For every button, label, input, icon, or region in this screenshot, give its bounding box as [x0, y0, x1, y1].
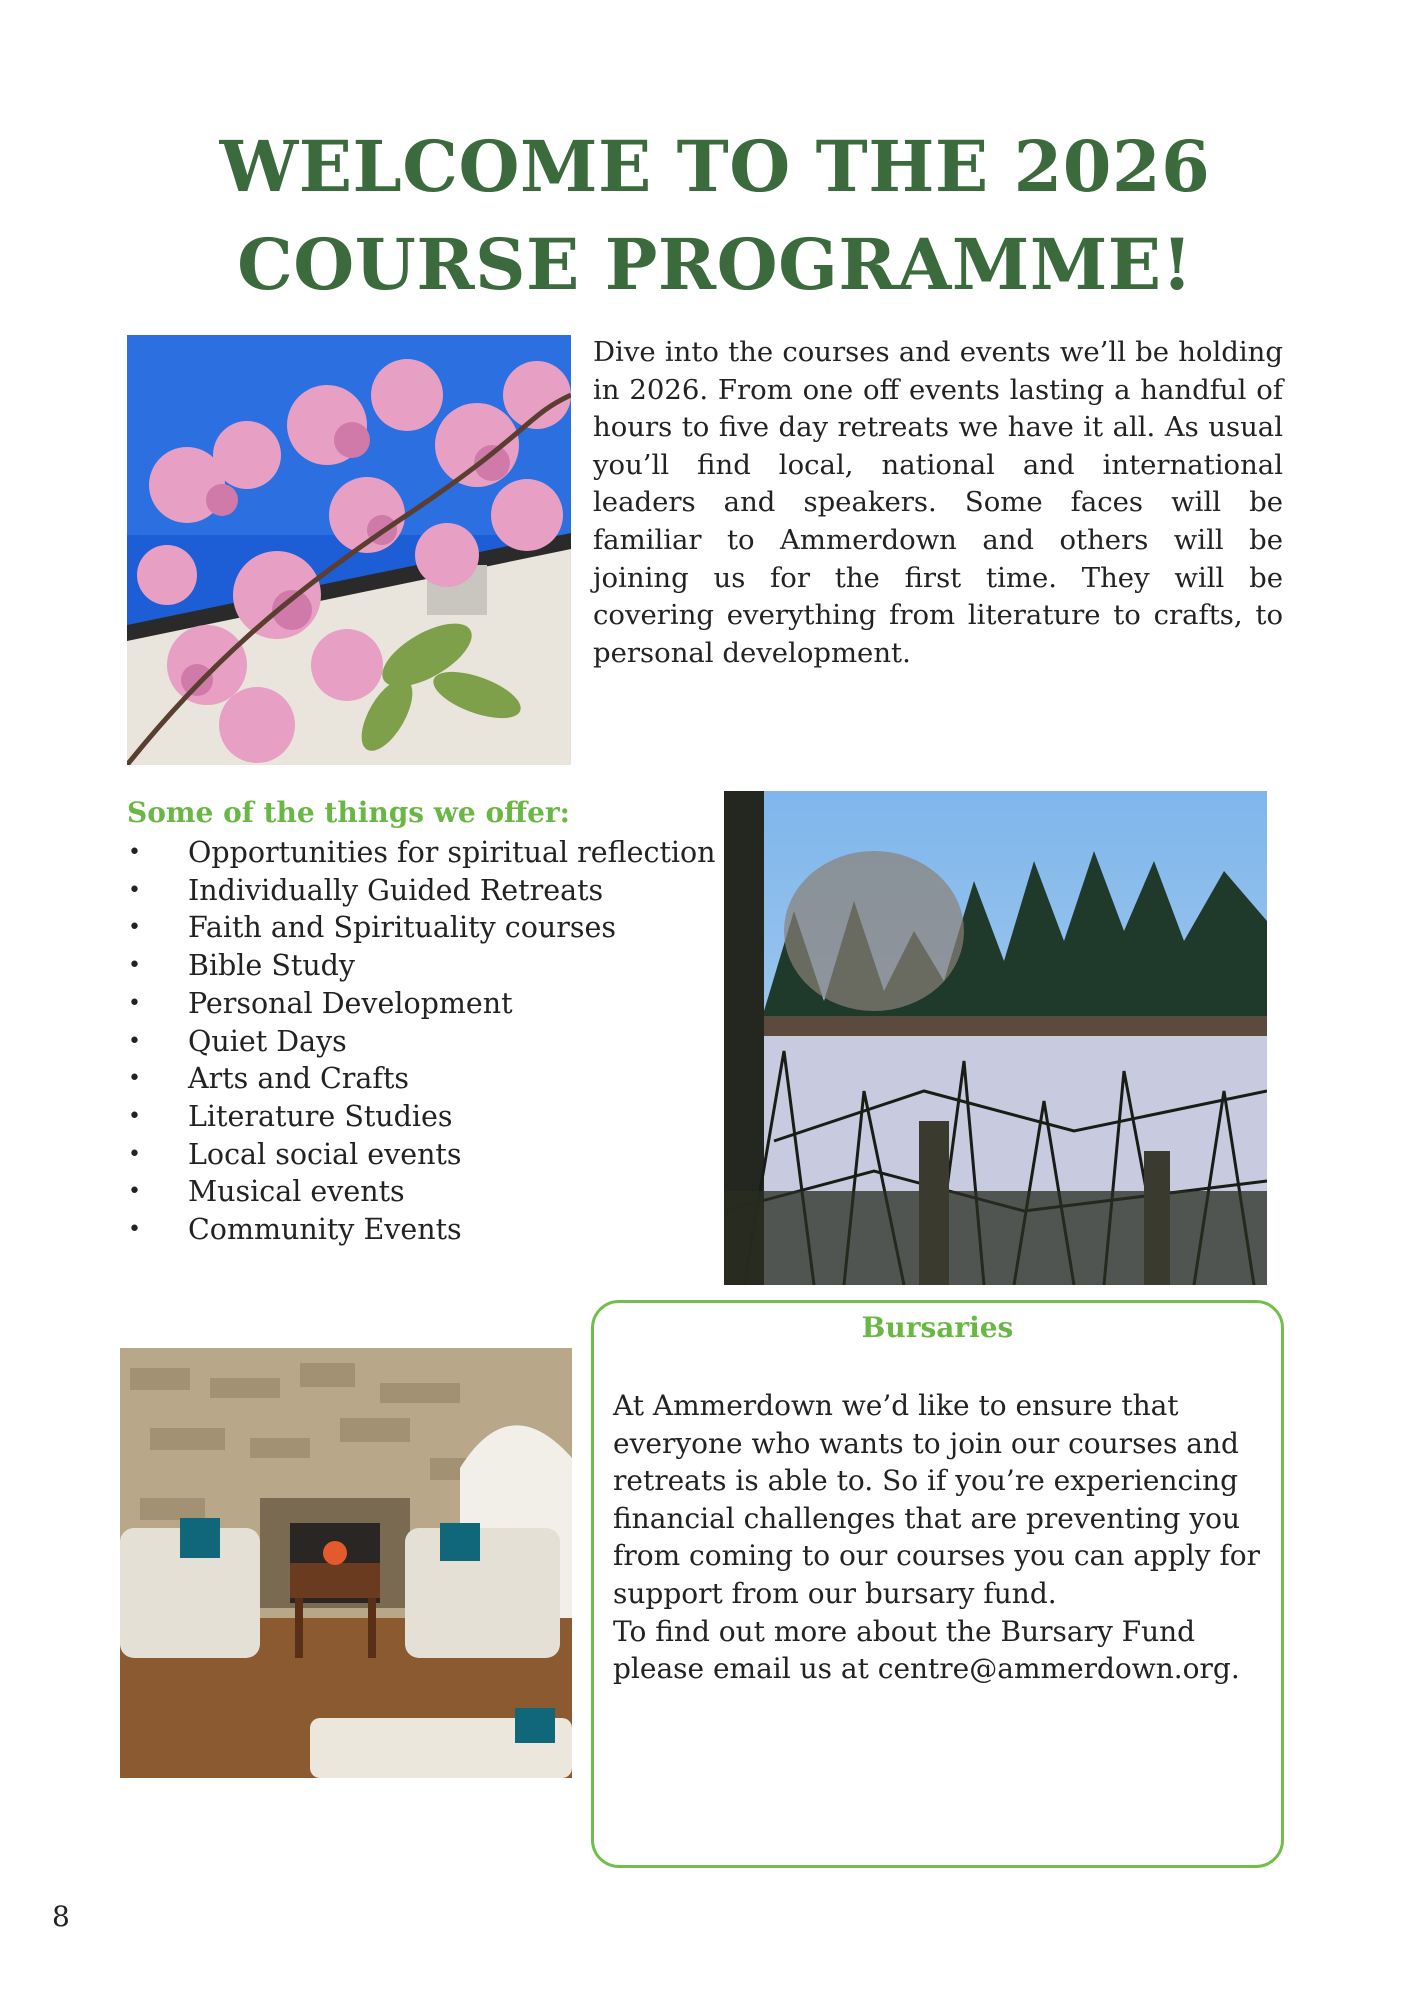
- page-number: 8: [52, 1900, 70, 1933]
- lounge-room-photo: [120, 1348, 572, 1778]
- offers-list: [127, 834, 716, 1249]
- list-item: • Musical events: [127, 1173, 716, 1211]
- list-item: • Individually Guided Retreats: [127, 872, 716, 910]
- cherry-blossom-photo: [127, 335, 571, 765]
- offers-heading: Some of the things we offer:: [127, 796, 571, 829]
- bullet-icon: •: [128, 877, 141, 903]
- bursaries-contact: To find out more about the Bursary Fund please email us at centre@ammerdown.org.: [613, 1614, 1240, 1686]
- list-item: • Bible Study: [127, 947, 716, 985]
- winter-landscape-photo: [724, 791, 1267, 1285]
- bullet-icon: •: [128, 1028, 141, 1054]
- bullet-icon: •: [128, 1103, 141, 1129]
- bullet-icon: •: [128, 1066, 141, 1092]
- list-item: • Literature Studies: [127, 1098, 716, 1136]
- list-item: • Arts and Crafts: [127, 1060, 716, 1098]
- page-title: WELCOME TO THE 2026 COURSE PROGRAMME!: [219, 125, 1211, 306]
- list-item: • Quiet Days: [127, 1023, 716, 1061]
- bullet-icon: •: [128, 990, 141, 1016]
- intro-paragraph: Dive into the courses and events we’ll be holding in 2026. From one off events lasting a handful of hours to five day retreats we have it all. As usual you’ll find local, national and international leaders and speakers. Some faces will be familiar to Ammerdown and others will be joining us for the first time. They will be covering everything from literature to crafts, to personal development.: [593, 336, 1283, 669]
- bullet-icon: •: [128, 840, 141, 865]
- bursaries-body: [613, 1387, 1273, 1688]
- bullet-icon: •: [128, 1141, 141, 1167]
- bullet-icon: •: [128, 1179, 141, 1205]
- bullet-icon: •: [128, 953, 141, 979]
- list-item: • Opportunities for spiritual reflection: [127, 834, 716, 872]
- bullet-icon: •: [128, 1217, 141, 1243]
- list-item: • Local social events: [127, 1136, 716, 1174]
- list-item: • Community Events: [127, 1211, 716, 1249]
- bullet-icon: •: [128, 915, 141, 941]
- list-item: • Personal Development: [127, 985, 716, 1023]
- list-item: • Faith and Spirituality courses: [127, 909, 716, 947]
- bursaries-paragraph: At Ammerdown we’d like to ensure that everyone who wants to join our courses and retreats is able to. So if you’re experiencing financial challenges that are preventing you from coming to our courses you can apply for support from our bursary fund.: [613, 1389, 1261, 1610]
- bursaries-box: [591, 1300, 1284, 1868]
- bursaries-title: Bursaries: [861, 1311, 1014, 1344]
